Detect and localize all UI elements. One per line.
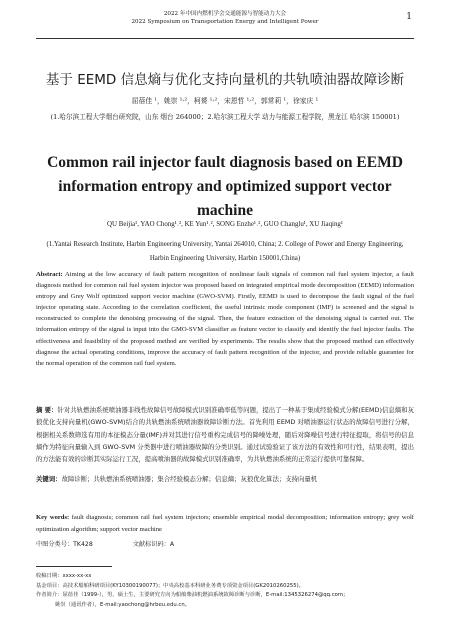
header-divider (36, 38, 414, 39)
keywords-en (36, 512, 414, 536)
keywords-label-en: Key words: (36, 514, 70, 521)
clc-number (36, 539, 93, 548)
author-list-en: QU Beijia¹, YAO Chong¹˒², KE Yun¹˒², SONG Enzhe¹˒², GUO Changlu¹, XU Jiaqing¹ (107, 221, 343, 228)
keywords-zh (36, 473, 414, 485)
author-list-zh: 屈蓓佳 ¹，姚崇 ¹˒²，柯赟 ¹˒²，宋恩哲 ¹˒²，郭常莉 ¹，徐家庆 ¹ (131, 97, 319, 105)
doc-code-label: 文献标识码： (132, 541, 170, 548)
affiliation-zh: (1.哈尔滨工程大学烟台研究院，山东 烟台 264000；2.哈尔滨工程大学 动力与能源工程学院，黑龙江 哈尔滨 150001) (50, 113, 400, 121)
abstract-en (36, 269, 414, 369)
abstract-text: Aiming at the low accuracy of fault pattern recognition of nonlinear fault signals of common rail fuel system injector, a fault diagnosis method for common rail fuel system injector was proposed based on integrated empirical mode decomposition (EEMD) information entropy and Grey Wolf optimized support vector machine (GWO-SVM). Firstly, EEMD is used to decompose the fault signal of the fuel injector operating state. According to the correlation coefficient, the useful intrinsic mode component (IMF) is screened and the signal is reconstructed to complete the denoising processing of the signal. Then, the feature extraction of the denoising signal is carried out. The information entropy of the signal is input into the GMO-SVM classifier as feature vector to classify and identify the fuel injector faults. The effectiveness and feasibility of the proposed method are verified by experiments. The results show that the proposed method can effectively diagnose the actual operating conditions, improve the accuracy of fault pattern recognition of the injector, and provide reliable guarantee for the normal operation of the common rail fuel system. (36, 271, 414, 367)
classification-line (36, 539, 414, 548)
abstract-text-zh: 针对共轨燃油系统喷油器非线性故障信号故障模式识别准确率低等问题，提出了一种基于集成经验模式分解(EEMD)信息熵和灰狼优化支持向量机(GWO-SVM)结合的共轨燃油系统喷油器故障诊断方法。首先利用 EEMD 对喷油器运行状态的故障信号进行分解，根据相关系数筛选有用的本征模态分量(IMF)并对其进行信号重构完成信号的降噪处理，随后对降噪信号进行特征提取，将信号的信息熵作为特征向量输入到 GWO-SVM 分类器中进行喷油器故障的分类识别。通过试验验证了该方法的有效性和可行性，结果表明，提出的方法能有效的诊断其实际运行工况，提高喷油器的故障模式识别准确率，为共轨燃油系统的正常运行提供可靠保障。 (36, 406, 414, 464)
clc-label: 中图分类号： (36, 541, 74, 548)
keywords-label-zh: 关键词： (36, 475, 62, 483)
footnotes (36, 572, 430, 610)
abstract-label-zh: 摘 要： (36, 406, 58, 414)
footnote-divider (36, 566, 112, 567)
abstract-zh (36, 404, 414, 465)
corresponding-author: 姚崇（通讯作者），E-mail:yaochong@hrbeu.edu.cn。 (55, 601, 190, 608)
conference-name-zh: 2022 年中国内燃机学会交通能源与智能动力大会 (163, 11, 287, 17)
paper-title-en: Common rail injector fault diagnosis based on EEMD information entropy and optimized support vector machine (47, 154, 403, 219)
running-header (0, 10, 450, 26)
clc-value: TK428 (73, 541, 93, 548)
author-bio: 作者简介：屈蓓佳（1999-），男，硕士生，主要研究方向为船舶柴油机燃油系统故障诊断与诊断，E-mail:1345326274@qq.com； (36, 592, 349, 599)
page-number: 1 (406, 12, 412, 22)
affiliation-en: (1.Yantai Research Institute, Harbin Engineering University, Yantai 264010, China; 2. College of Power and Energy Engineering, Harbin Engineering University, Harbin 150001,China) (46, 241, 404, 262)
doc-code-value: A (169, 541, 175, 548)
funding-note: 基金项目：高技术船舶科研项目(KY10300190077)；中央高校基本科研业务费专项资金项目(GK2010260255)。 (36, 582, 304, 589)
keywords-text-zh: 故障诊断；共轨燃油系统喷油器；集合经验模态分解；信息熵；灰狼优化算法；支持向量机 (61, 475, 318, 483)
document-code (133, 539, 174, 548)
paper-title-zh: 基于 EEMD 信息熵与优化支持向量机的共轨喷油器故障诊断 (45, 72, 405, 88)
conference-name-en: 2022 Symposium on Transportation Energy and Intelligent Power (131, 19, 319, 25)
keywords-text-en: fault diagnosis; common rail fuel system injectors; ensemble empirical modal decomposition; information entropy; grey wolf optimization algorithm; support vector machine (36, 514, 414, 533)
abstract-label: Abstract: (36, 271, 63, 278)
received-date: 收稿日期：xxxx-xx-xx (36, 573, 92, 579)
